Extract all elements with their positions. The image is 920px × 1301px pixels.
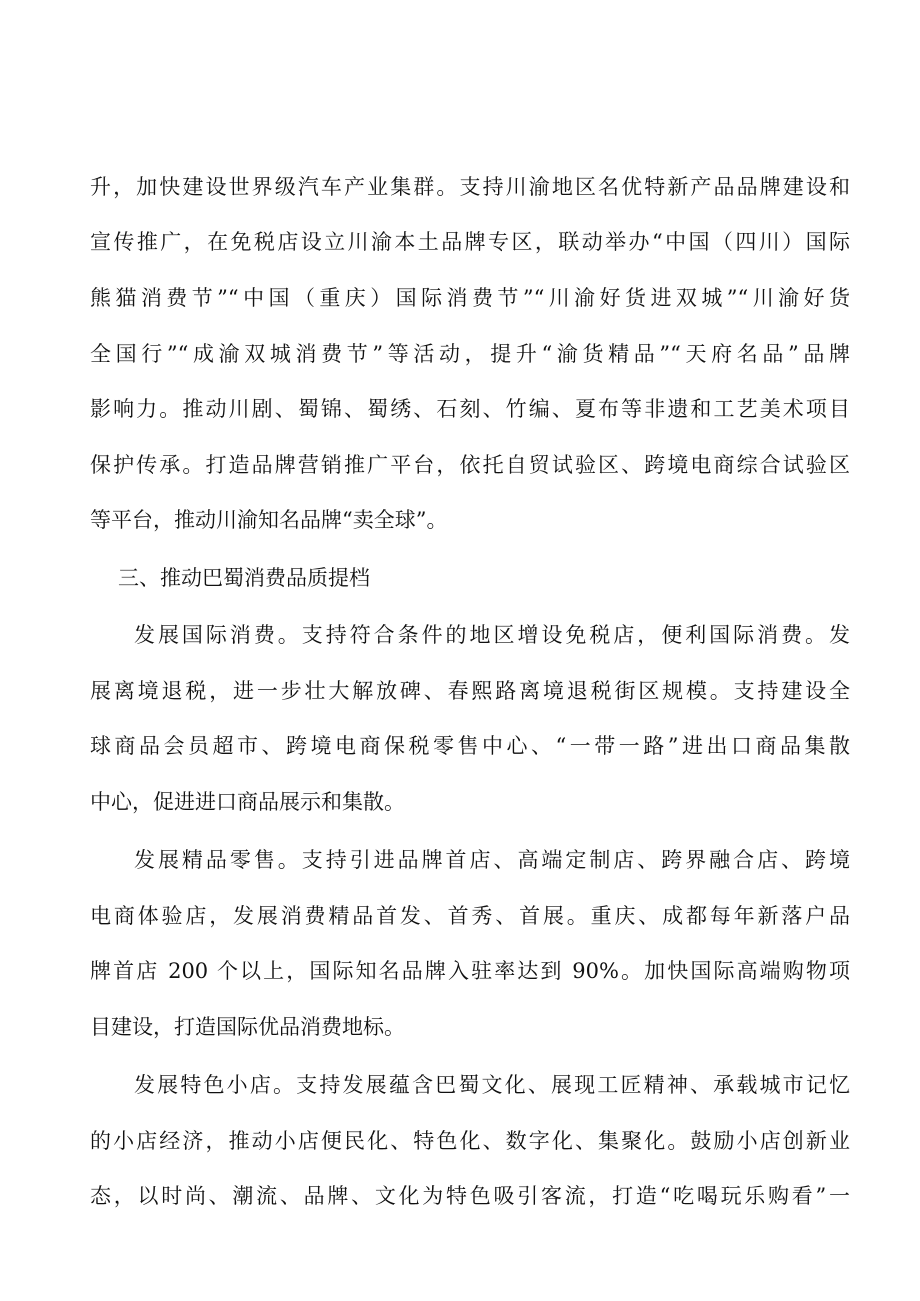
text-line: 熊猫消费节”“中国（重庆）国际消费节”“川渝好货进双城”“川渝好货 (90, 286, 850, 310)
text-line: 态，以时尚、潮流、品牌、文化为特色吸引客流，打造“吃喝玩乐购看”一 (90, 1184, 850, 1208)
text-line: 球商品会员超市、跨境电商保税零售中心、“一带一路”进出口商品集散 (90, 734, 850, 758)
text-line: 电商体验店，发展消费精品首发、首秀、首展。重庆、成都每年新落户品 (90, 904, 850, 928)
text-line: 等平台，推动川渝知名品牌“卖全球”。 (90, 508, 448, 532)
text-line: 发展国际消费。支持符合条件的地区增设免税店，便利国际消费。发 (134, 623, 850, 647)
text-line: 发展特色小店。支持发展蕴含巴蜀文化、展现工匠精神、承载城市记忆 (134, 1073, 850, 1097)
text-line: 影响力。推动川剧、蜀锦、蜀绣、石刻、竹编、夏布等非遗和工艺美术项目 (90, 397, 850, 421)
text-line: 升，加快建设世界级汽车产业集群。支持川渝地区名优特新产品品牌建设和 (90, 175, 850, 199)
text-line: 展离境退税，进一步壮大解放碑、春熙路离境退税街区规模。支持建设全 (90, 679, 850, 703)
section-heading: 三、推动巴蜀消费品质提档 (118, 566, 370, 590)
text-line: 宣传推广，在免税店设立川渝本土品牌专区，联动举办“中国（四川）国际 (90, 230, 850, 254)
text-line: 全国行”“成渝双城消费节”等活动，提升“渝货精品”“天府名品”品牌 (90, 342, 850, 366)
text-line: 发展精品零售。支持引进品牌首店、高端定制店、跨界融合店、跨境 (134, 848, 850, 872)
text-line: 牌首店 200 个以上，国际知名品牌入驻率达到 90%。加快国际高端购物项 (90, 959, 850, 983)
text-line: 目建设，打造国际优品消费地标。 (90, 1015, 405, 1039)
text-line: 保护传承。打造品牌营销推广平台，依托自贸试验区、跨境电商综合试验区 (90, 453, 850, 477)
text-line: 中心，促进进口商品展示和集散。 (90, 790, 405, 814)
text-line: 的小店经济，推动小店便民化、特色化、数字化、集聚化。鼓励小店创新业 (90, 1129, 850, 1153)
